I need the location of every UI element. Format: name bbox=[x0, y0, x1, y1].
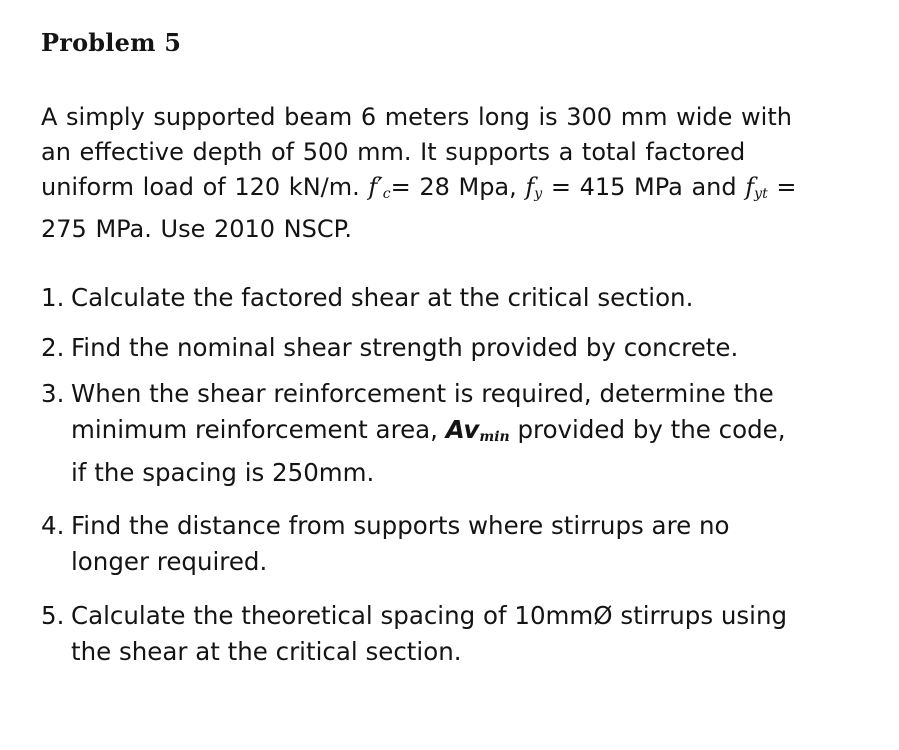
item-text-cont: longer required. bbox=[71, 547, 268, 576]
item-number: 2. bbox=[41, 333, 65, 362]
item-text: Find the distance from supports where stirrups are no bbox=[71, 511, 730, 540]
item-text-part: minimum reinforcement area, bbox=[71, 415, 438, 444]
statement-line-3 bbox=[41, 170, 849, 212]
statement-line-4: 275 MPa. Use 2010 NSCP. bbox=[41, 215, 352, 243]
av-subscript: min bbox=[479, 429, 510, 445]
item-text-cont bbox=[71, 412, 881, 455]
fyt-symbol: fyt bbox=[745, 173, 768, 202]
item-text: Calculate the factored shear at the critical section. bbox=[71, 283, 694, 312]
item-number: 1. bbox=[41, 283, 65, 312]
item-text: Find the nominal shear strength provided by concrete. bbox=[71, 333, 739, 362]
fy-symbol: fy bbox=[525, 173, 543, 202]
problem-title: Problem 5 bbox=[41, 28, 182, 57]
statement-line-2: an effective depth of 500 mm. It supports a total factored bbox=[41, 138, 746, 166]
av-letter: Av bbox=[445, 415, 480, 444]
fc-symbol: f′c bbox=[368, 173, 391, 202]
item-number: 3. bbox=[41, 379, 65, 408]
problem-statement bbox=[41, 100, 849, 247]
fy-value: = 415 MPa and bbox=[550, 173, 737, 201]
item-text-cont: the shear at the critical section. bbox=[71, 637, 462, 666]
statement-line-1: A simply supported beam 6 meters long is 300 mm wide with bbox=[41, 103, 792, 131]
item-text: Calculate the theoretical spacing of 10mmØ stirrups using bbox=[71, 601, 788, 630]
fyt-value: = bbox=[776, 173, 797, 201]
list-item bbox=[41, 508, 881, 580]
statement-line-3-text: uniform load of 120 kN/m. bbox=[41, 173, 360, 201]
list-item bbox=[41, 330, 881, 366]
list-item bbox=[41, 376, 881, 491]
item-text-part: provided by the code, bbox=[517, 415, 786, 444]
question-list bbox=[41, 280, 881, 670]
item-number: 5. bbox=[41, 601, 65, 630]
item-text-cont: if the spacing is 250mm. bbox=[71, 458, 375, 487]
av-symbol bbox=[446, 415, 510, 444]
item-text: When the shear reinforcement is required, determine the bbox=[71, 379, 774, 408]
list-item bbox=[41, 280, 881, 316]
fc-value: = 28 Mpa, bbox=[390, 173, 517, 201]
list-item bbox=[41, 598, 881, 670]
item-number: 4. bbox=[41, 511, 65, 540]
